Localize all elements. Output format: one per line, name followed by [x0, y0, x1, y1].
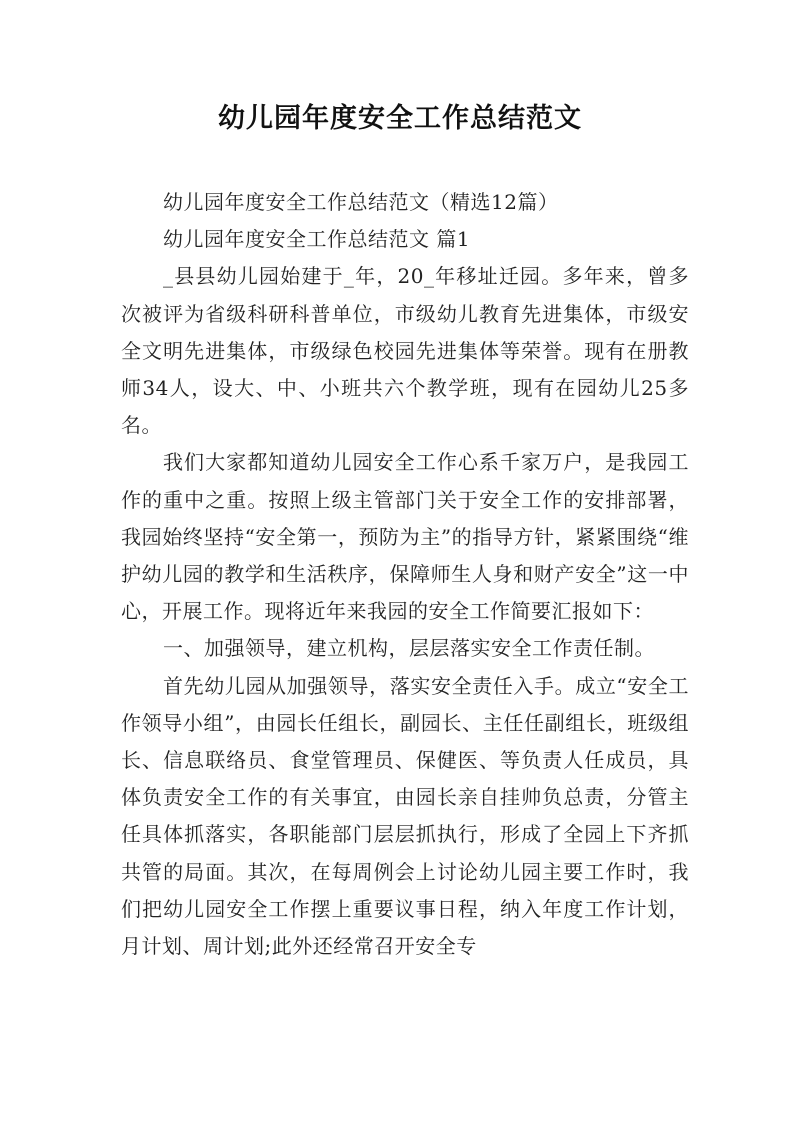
subtitle-paragraph: 幼儿园年度安全工作总结范文（精选12篇） — [163, 190, 559, 214]
document-body — [121, 184, 689, 965]
section-heading: 幼儿园年度安全工作总结范文 篇1 — [163, 227, 471, 252]
body-paragraph: 首先幼儿园从加强领导，落实安全责任入手。成立“安全工作领导小组”，由园长任组长，副园长、主任任副组长，班级组长、信息联络员、食堂管理员、保健医、等负责人任成员，具体负责安全工作的有关事宜，由园长亲自挂帅负总责，分管主任具体抓落实，各职能部门层层抓执行，形成了全园上下齐抓共管的局面。其次，在每周例会上讨论幼儿园主要工作时，我们把幼儿园安全工作摆上重要议事日程，纳入年度工作计划，月计划、周计划;此外还经常召开安全专 — [121, 673, 689, 959]
body-paragraph: _县县幼儿园始建于_年，20_年移址迁园。多年来，曾多次被评为省级科研科普单位，市级幼儿教育先进集体，市级安全文明先进集体，市级绿色校园先进集体等荣誉。现有在册教师34人，设大、中、小班共六个教学班，现有在园幼儿25多名。 — [121, 264, 689, 438]
subsection-heading: 一、加强领导，建立机构，层层落实安全工作责任制。 — [163, 636, 655, 661]
body-paragraph: 我们大家都知道幼儿园安全工作心系千家万户，是我园工作的重中之重。按照上级主管部门关于安全工作的安排部署，我园始终坚持“安全第一，预防为主”的指导方针，紧紧围绕“维护幼儿园的教学和生活秩序，保障师生人身和财产安全”这一中心，开展工作。现将近年来我园的安全工作简要汇报如下： — [121, 450, 689, 624]
document-title: 幼儿园年度安全工作总结范文 — [218, 103, 582, 134]
